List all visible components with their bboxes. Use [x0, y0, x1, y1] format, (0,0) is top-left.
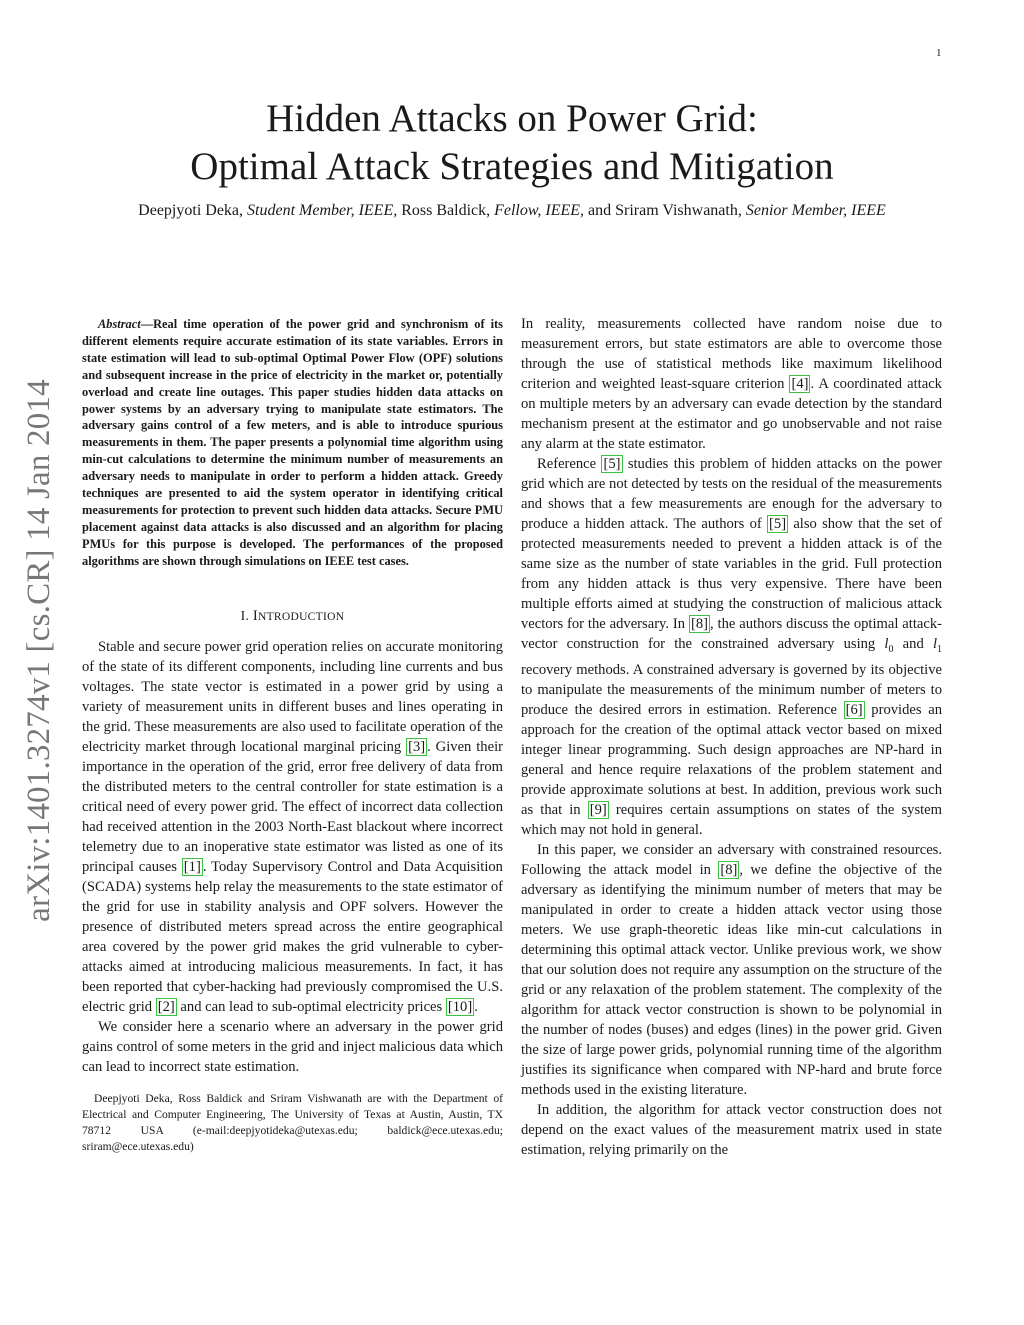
citation-link[interactable]: [5]: [603, 456, 621, 472]
text-run: Reference: [537, 456, 602, 472]
title-line-1: Hidden Attacks on Power Grid:: [266, 97, 758, 140]
right-paragraph-2: [521, 454, 942, 840]
citation-link[interactable]: [4]: [791, 376, 809, 392]
text-run: provides an approach for the creation of the optimal attack vector based on mixed integer linear programming. Such design approaches are NP-hard in general and hence require relaxations of the problem statement and provide approximate solutions at best. In addition, previous work such as that in: [521, 701, 942, 818]
author-1-name: Deepjyoti Deka,: [138, 202, 248, 219]
section-heading-introduction: [82, 606, 503, 627]
text-run: In reality, measurements collected have random noise due to measurement errors, but state estimators are able to overcome those through the use of statistical methods like maximum likelihood criterion and weighted least-square criterion: [521, 316, 942, 392]
section-numeral: I.: [240, 607, 253, 623]
text-run: recovery methods. A constrained adversary is governed by its objective to manipulate the measurements of the minimum number of meters to produce the desired errors in estimation. Reference: [521, 661, 942, 718]
text-run: and: [893, 636, 933, 652]
citation-link[interactable]: [8]: [690, 616, 708, 632]
right-paragraph-1: [521, 314, 942, 454]
text-run: Stable and secure power grid operation relies on accurate monitoring of the state of its different components, including line currents and bus voltages. The state vector is estimated in a power grid by using a variety of measurement units in different buses and lines operating in the grid. These measurements are also used to facilitate operation of the electricity market through locational marginal pricing: [82, 638, 503, 755]
citation-link[interactable]: [10]: [447, 998, 473, 1015]
citation-link[interactable]: [9]: [589, 801, 607, 818]
citation-link[interactable]: [5]: [769, 516, 787, 532]
right-column: [521, 314, 942, 1160]
math-subscript: 0: [888, 643, 894, 655]
citation-link[interactable]: [1]: [183, 858, 201, 875]
text-run: , we define the objective of the adversary as identifying the minimum number of meters that may be manipulated in order to create a hidden attack vector using those meters. We use graph-theoretic ideas like min-cut calculations in determining this optimal attack vector. Unlike previous work, we show that our solution does not require any assumption on the structure of the grid or any relaxation of the problem statement. The complexity of the algorithm for attack vector construction is shown to be polynomial in the number of nodes (buses) and edges (lines) in the power grid. Given the size of large power grids, polynomial running time of the algorithm justifies its significance when compared with NP-hard and brute force methods used in the existing literature.: [521, 861, 942, 1098]
author-2-name: Ross Baldick,: [397, 202, 495, 219]
right-paragraph-4: In addition, the algorithm for attack vector construction does not depend on the exact values of the measurement matrix used in state estimation, relying primarily on the: [521, 1101, 942, 1158]
citation-link[interactable]: [2]: [157, 998, 175, 1015]
abstract-dash: —: [140, 317, 154, 331]
left-column: [82, 316, 503, 1166]
math-symbol: l: [884, 636, 889, 652]
citation-link[interactable]: [3]: [408, 738, 426, 755]
author-list: [110, 200, 914, 222]
section-title-rest: NTRODUCTION: [257, 610, 345, 623]
arxiv-identifier-text: arXiv:1401.3274v1 [cs.CR] 14 Jan 2014: [20, 378, 57, 922]
abstract: [82, 316, 503, 570]
text-run: . A coordinated attack on multiple meters by an adversary can evade detection by the standard mechanism present at the estimator and go unobservable and not raise any alarm at the state estimator.: [521, 376, 942, 452]
author-2-role: Fellow, IEEE,: [494, 202, 585, 219]
text-run: . Today Supervisory Control and Data Acquisition (SCADA) systems help relay the measurements to the state estimator of the grid for use in stability analysis and OPF solvers. However the presence of distributed meters spread across the entire geographical area covered by the power grid makes the grid vulnerable to cyber-attacks aimed at introducing malicious measurements. In fact, it has been reported that cyber-hacking had previously compromised the U.S. electric grid: [82, 858, 503, 1015]
text-run: and can lead to sub-optimal electricity prices: [176, 998, 446, 1015]
intro-paragraph-1: [82, 637, 503, 1017]
text-run: .: [474, 998, 478, 1015]
page-number: 1: [936, 47, 942, 59]
citation-link[interactable]: [8]: [720, 861, 738, 878]
text-run: , the authors discuss the optimal attack-vector construction for the constrained adversary using: [521, 616, 942, 652]
abstract-label: Abstract: [98, 317, 141, 331]
right-paragraph-3: [521, 840, 942, 1100]
math-subscript: 1: [937, 643, 943, 655]
author-3-name: and Sriram Vishwanath,: [584, 202, 746, 219]
arxiv-identifier-stamp: [20, 370, 58, 930]
section-title-first-letter: I: [252, 607, 258, 624]
author-affiliation-footnote: Deepjyoti Deka, Ross Baldick and Sriram Vishwanath are with the Department of Electrical and Computer Engineering, The University of Texas at Austin, Austin, TX 78712 USA (e-mail:deepjyotideka@utexas.edu; baldick@ece.utexas.edu; sriram@ece.utexas.edu): [82, 1091, 503, 1153]
text-run: studies this problem of hidden attacks on the power grid which are not detected by tests on the residual of the measurements and shows that a few measurements are enough for the adversary to produce a hidden attack. The authors of: [521, 456, 942, 532]
text-run: also show that the set of protected measurements needed to prevent a hidden attack is of the same size as the number of state variables in the grid. Full protection from any hidden attack is thus very expensive. There have been multiple efforts aimed at studying the construction of malicious attack vectors for the adversary. In: [521, 516, 942, 632]
text-run: . Given their importance in the operation of the grid, error free delivery of data from the distributed meters to the central controller for state estimation is a critical need of every power grid. The effect of incorrect data collection had received attention in the 2003 North-East blackout where incorrect telemetry due to an inoperative state estimator was listed as one of its principal causes: [82, 738, 503, 875]
intro-paragraph-2: We consider here a scenario where an adversary in the power grid gains control of some meters in the grid and inject malicious data which can lead to incorrect state estimation.: [82, 1018, 503, 1075]
math-l1: [932, 636, 943, 655]
paper-title: [0, 95, 1024, 191]
title-line-2: Optimal Attack Strategies and Mitigation: [190, 145, 834, 188]
text-run: In this paper, we consider an adversary with constrained resources. Following the attack model in: [521, 841, 942, 878]
math-symbol: l: [932, 636, 938, 652]
citation-link[interactable]: [6]: [845, 701, 863, 718]
abstract-text: Real time operation of the power grid and synchronism of its different elements require accurate estimation of its state variables. Errors in state estimation will lead to sub-optimal Optimal Power Flow (OPF) solutions and subsequent increase in the price of electricity in the market or, potentially overload and create line outages. This paper studies hidden data attacks on power systems by an adversary trying to manipulate state estimators. The adversary gains control of a few meters, and is able to introduce spurious measurements in them. The paper presents a polynomial time algorithm using min-cut calculations to determine the minimum number of measurements an adversary needs to manipulate in order to perform a hidden attack. Greedy techniques are presented to aid the system operator in identifying critical measurements for protection to prevent such hidden data attacks. Secure PMU placement against data attacks is also discussed and an algorithm for placing PMUs for this purpose is developed. The performances of the proposed algorithms are shown through simulations on IEEE test cases.: [82, 317, 503, 568]
text-run: requires certain assumptions on states of the system which may not hold in general.: [521, 801, 943, 838]
author-1-role: Student Member, IEEE,: [247, 202, 398, 219]
author-3-role: Senior Member, IEEE: [745, 202, 886, 219]
